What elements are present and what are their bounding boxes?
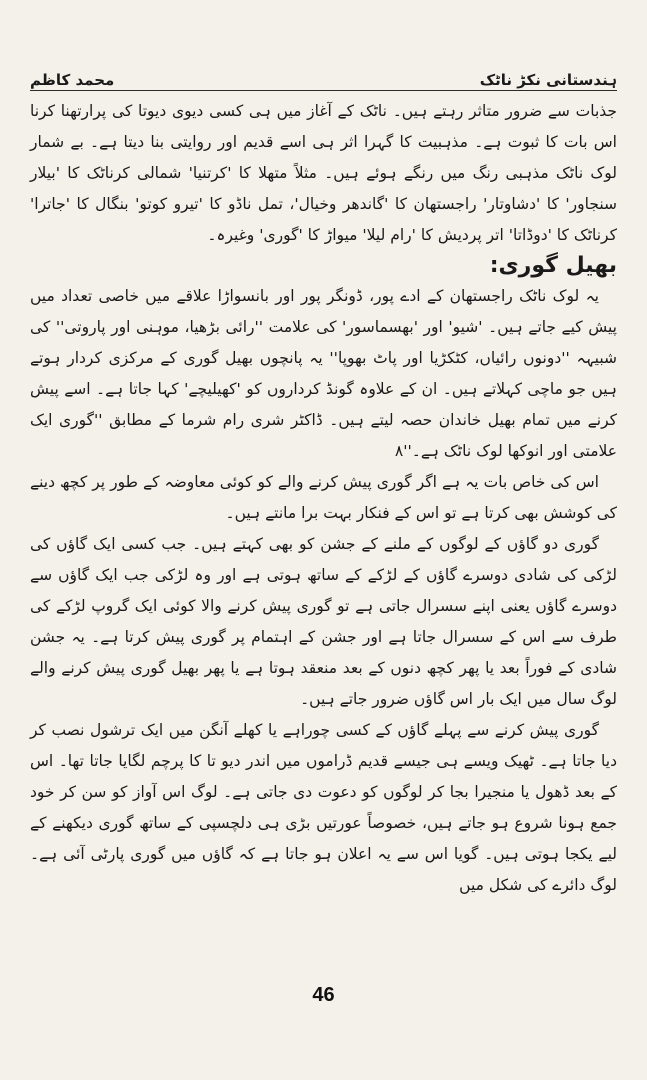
section-heading: بھیل گوری: — [489, 253, 617, 278]
running-header — [30, 62, 617, 91]
author-name: محمد کاظم — [30, 71, 115, 89]
page-body — [30, 96, 617, 901]
paragraph: اس کی خاص بات یہ ہے اگر گوری پیش کرنے والے کو کوئی معاوضہ کے طور پر کچھ دینے کی کوشش بھی کرتا ہے تو اس کے فنکار بہت برا مانتے ہیں۔ — [30, 473, 617, 522]
paragraph: یہ لوک ناٹک راجستھان کے ادے پور، ڈونگر پور اور بانسواڑا علاقے میں خاصی تعداد میں پیش کیے جاتے ہیں۔ 'شیو' اور 'بھسماسور' کی علامت ''رائی بڑھیا، موہنی اور پاروتی'' کی شبیہہ ''دونوں رائیاں، کٹکڑیا اور پاٹ بھوپا'' یہ پانچوں بھیل گوری کے مرکزی کردار ہوتے ہیں جو ماچی کہلاتے ہیں۔ ان کے علاوہ گونڈ کرداروں کو 'کھیلیچے' کہا جاتا ہے۔ اسے پیش کرنے میں تمام بھیل خاندان حصہ لیتے ہیں۔ ڈاکٹر شری رام شرما کے مطابق ''گوری ایک علامتی اور انوکھا لوک ناٹک ہے۔''۸ — [30, 287, 617, 460]
paragraph: گوری دو گاؤں کے لوگوں کے ملنے کے جشن کو بھی کہتے ہیں۔ جب کسی ایک گاؤں کی لڑکی کی شادی دوسرے گاؤں کے لڑکے کے ساتھ ہوتی ہے اور وہ لڑکی جب ایک گاؤں سے دوسرے گاؤں یعنی اپنے سسرال جاتی ہے تو گوری پیش کرنے والا کوئی ایک گروپ لڑکے کی طرف سے اس کے سسرال جاتا ہے اور جشن کے اہتمام پر گوری پیش کرتا ہے۔ یہ جشن شادی کے فوراً بعد یا پھر کچھ دنوں کے بعد منعقد ہوتا ہے یا پھر بھیل گوری پیش کرنے والے لوگ سال میں ایک بار اس گاؤں ضرور جاتے ہیں۔ — [30, 535, 617, 708]
paragraph: جذبات سے ضرور متاثر رہتے ہیں۔ ناٹک کے آغاز میں ہی کسی دیوی دیوتا کی پرارتھنا کرنا اس بات کا ثبوت ہے۔ مذہبیت کا گہرا اثر ہی اسے قدیم اور روایتی بنا دیتا ہے۔ بے شمار لوک ناٹک مذہبی رنگ میں رنگے ہوئے ہیں۔ مثلاً متھلا کا 'کرتنیا' شمالی کرناٹک کا 'بیلار سنجاور' کا 'دشاوتار' راجستھان کا 'گاندھر وخیال'، تمل ناڈو کا 'تیرو کوتو' بنگال کا 'جاترا' کرناٹک کا 'دوڈاتا' اتر پردیش کا 'رام لیلا' میواڑ کا 'گوری' وغیرہ۔ — [30, 102, 617, 244]
page-number: 46 — [312, 984, 335, 1006]
book-title: ہندستانی نکڑ ناٹک — [479, 71, 617, 89]
paragraph: گوری پیش کرنے سے پہلے گاؤں کے کسی چوراہے یا کھلے آنگن میں ایک ترشول نصب کر دیا جاتا ہے۔ ٹھیک ویسے ہی جیسے قدیم ڈراموں میں اندر دیو تا کا پرچم لگایا جاتا تھا۔ اس کے بعد ڈھول یا منجیرا بجا کر لوگوں کو دعوت دی جاتی ہے۔ لوگ اس آواز کو سن کر خود جمع ہونا شروع ہو جاتے ہیں، خصوصاً عورتیں بڑی ہی دلچسپی کے ساتھ گوری دیکھنے کے لیے یکجا ہوتی ہیں۔ گویا اس سے یہ اعلان ہو جاتا ہے کہ گاؤں میں گوری پارٹی آئی ہے۔ لوگ دائرے کی شکل میں — [30, 721, 617, 894]
